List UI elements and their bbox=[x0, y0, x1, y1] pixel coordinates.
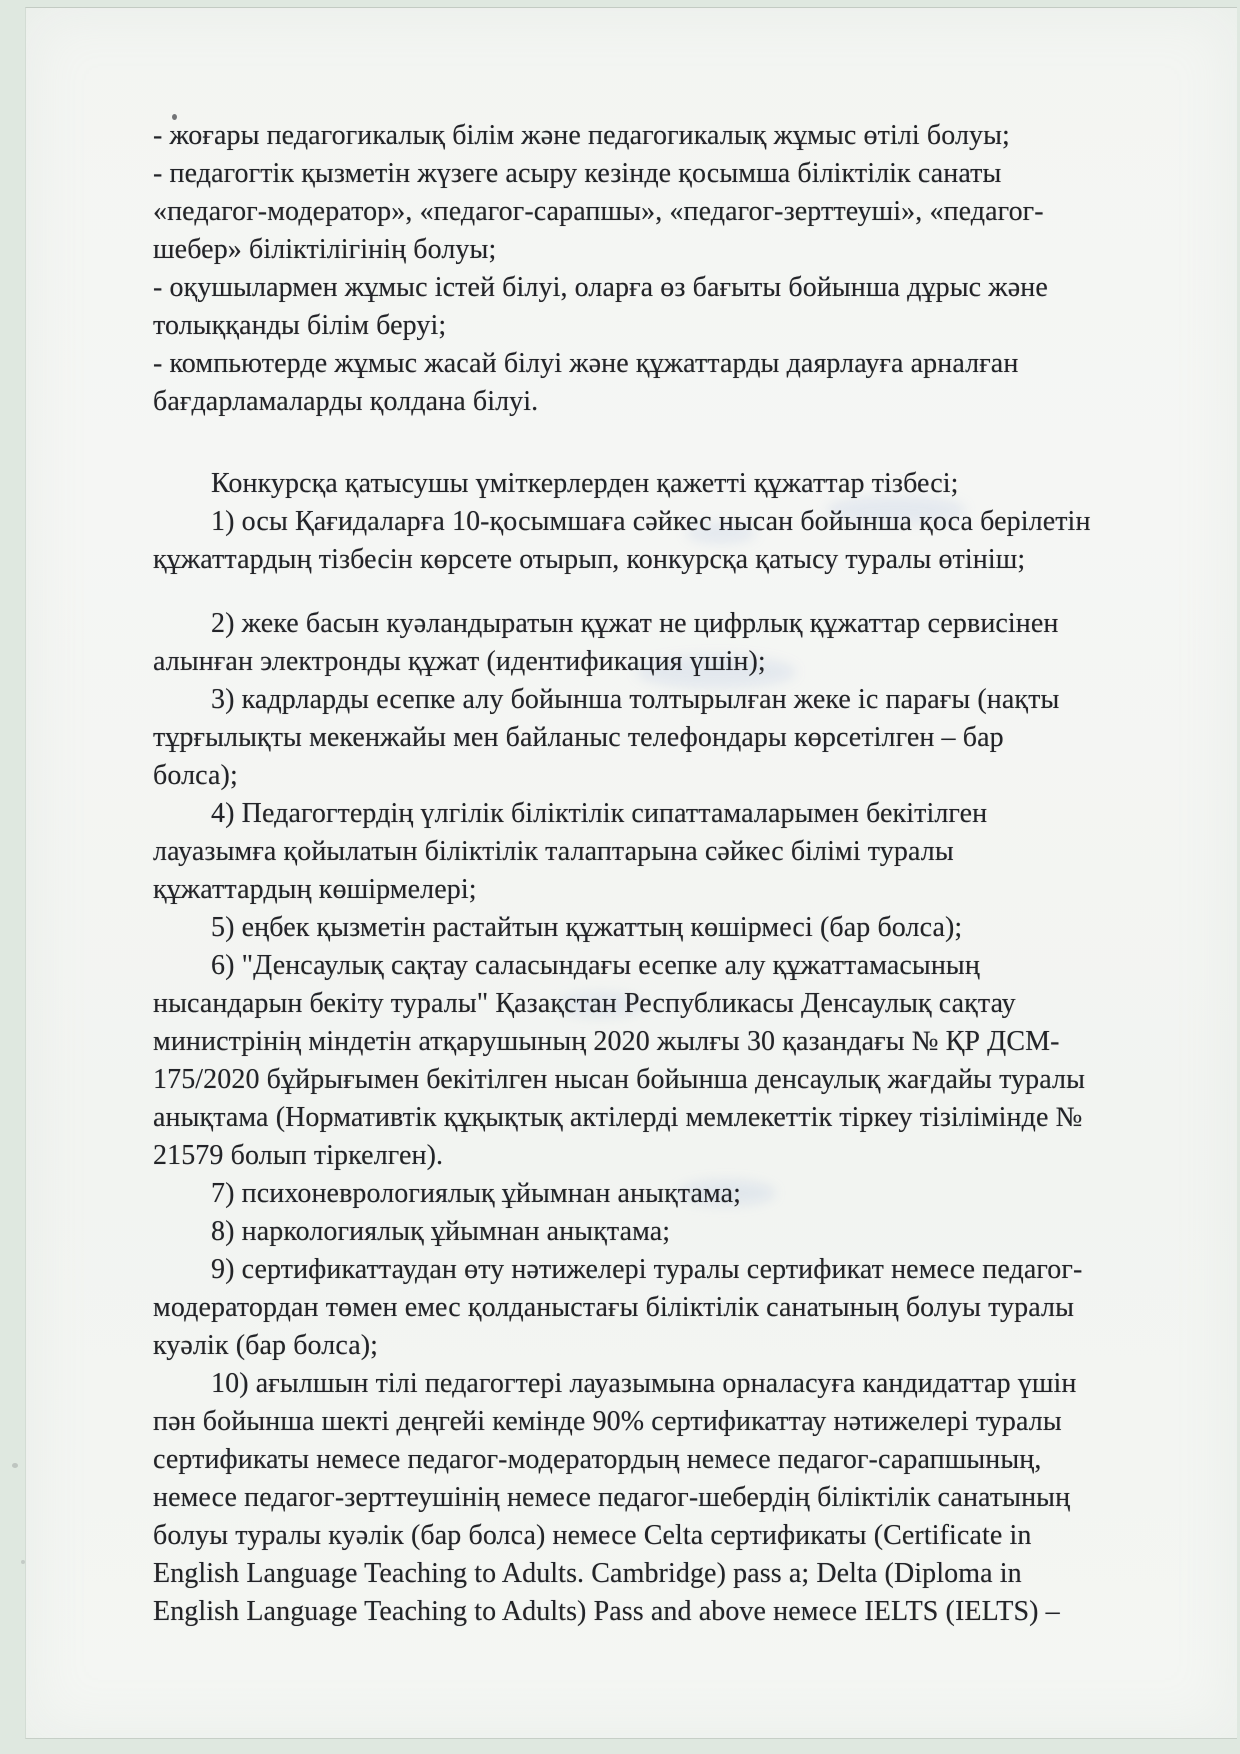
text-line: министрінің міндетін атқарушының 2020 жылғы 30 қазандағы № ҚР ДСМ- bbox=[153, 1026, 1060, 1057]
text-line: бағдарламаларды қолдана білуі. bbox=[153, 386, 539, 417]
text-line: шебер» біліктілігінің болуы; bbox=[153, 234, 497, 265]
text-line: анықтама (Нормативтік құқықтық актілерді мемлекеттік тіркеу тізілімінде № bbox=[153, 1102, 1083, 1133]
text-line: 10) ағылшын тілі педагогтері лауазымына орналасуға кандидаттар үшін bbox=[211, 1368, 1077, 1399]
text-line: толыққанды білім беруі; bbox=[153, 310, 447, 341]
text-line: 3) кадрларды есепке алу бойынша толтырылған жеке іс парағы (нақты bbox=[211, 684, 1060, 715]
text-line: English Language Teaching to Adults. Cambridge) pass a; Delta (Diploma in bbox=[153, 1558, 1022, 1589]
text-line: 5) еңбек қызметін растайтын құжаттың көшірмесі (бар болса); bbox=[211, 912, 963, 943]
text-line: 9) сертификаттаудан өту нәтижелері туралы сертификат немесе педагог- bbox=[211, 1254, 1083, 1285]
text-line: Конкурсқа қатысушы үміткерлерден қажетті құжаттар тізбесі; bbox=[211, 468, 959, 499]
text-line: 7) психоневрологиялық ұйымнан анықтама; bbox=[211, 1178, 742, 1209]
text-line: тұрғылықты мекенжайы мен байланыс телефондары көрсетілген – бар bbox=[153, 722, 1004, 753]
text-line: 175/2020 бұйрығымен бекітілген нысан бойынша денсаулық жағдайы туралы bbox=[153, 1064, 1085, 1095]
text-line: нысандарын бекіту туралы" Қазақстан Республикасы Денсаулық сақтау bbox=[153, 988, 1016, 1019]
text-line: сертификаты немесе педагог-модератордың немесе педагог-сарапшының, bbox=[153, 1444, 1042, 1475]
text-line: 8) наркологиялық ұйымнан анықтама; bbox=[211, 1216, 671, 1247]
text-line: 21579 болып тіркелген). bbox=[153, 1140, 444, 1171]
document-text bbox=[153, 117, 1091, 1631]
text-line: - жоғары педагогикалық білім және педагогикалық жұмыс өтілі болуы; bbox=[153, 120, 1010, 151]
text-line: - компьютерде жұмыс жасай білуі және құжаттарды даярлауға арналған bbox=[153, 348, 1019, 379]
text-line: құжаттардың көшірмелері; bbox=[153, 874, 477, 905]
text-line: болса); bbox=[153, 760, 238, 791]
text-line: 4) Педагогтердің үлгілік біліктілік сипаттамаларымен бекітілген bbox=[211, 798, 988, 829]
text-line: - оқушылармен жұмыс істей білуі, оларға өз бағыты бойынша дұрыс және bbox=[153, 272, 1048, 303]
text-line: лауазымға қойылатын біліктілік талаптарына сәйкес білімі туралы bbox=[153, 836, 954, 867]
text-line: 1) осы Қағидаларға 10-қосымшаға сәйкес нысан бойынша қоса берілетін bbox=[211, 506, 1091, 537]
text-line: құжаттардың тізбесін көрсете отырып, конкурсқа қатысу туралы өтініш; bbox=[153, 544, 1026, 575]
scanned-paper bbox=[25, 7, 1237, 1739]
scan-speck bbox=[12, 1463, 18, 1468]
text-line: пән бойынша шекті деңгейі кемінде 90% сертификаттау нәтижелері туралы bbox=[153, 1406, 1062, 1437]
text-line: 6) "Денсаулық сақтау саласындағы есепке алу құжаттамасының bbox=[211, 950, 980, 981]
text-line: «педагог-модератор», «педагог-сарапшы», «педагог-зерттеуші», «педагог- bbox=[153, 196, 1044, 227]
text-line: - педагогтік қызметін жүзеге асыру кезінде қосымша біліктілік санаты bbox=[153, 158, 1002, 189]
text-line: немесе педагог-зерттеушінің немесе педагог-шебердің біліктілік санатының bbox=[153, 1482, 1071, 1513]
text-line: модератордан төмен емес қолданыстағы біліктілік санатының болуы туралы bbox=[153, 1292, 1075, 1323]
text-line: болуы туралы куәлік (бар болса) немесе Celta сертификаты (Certificate in bbox=[153, 1520, 1032, 1551]
text-line: алынған электронды құжат (идентификация үшін); bbox=[153, 646, 766, 677]
text-line: куәлік (бар болса); bbox=[153, 1330, 379, 1361]
text-line: English Language Teaching to Adults) Pass and above немесе IELTS (IELTS) – bbox=[153, 1596, 1060, 1627]
scan-speck bbox=[21, 1560, 25, 1564]
text-line: 2) жеке басын куәландыратын құжат не цифрлық құжаттар сервисінен bbox=[211, 608, 1059, 639]
